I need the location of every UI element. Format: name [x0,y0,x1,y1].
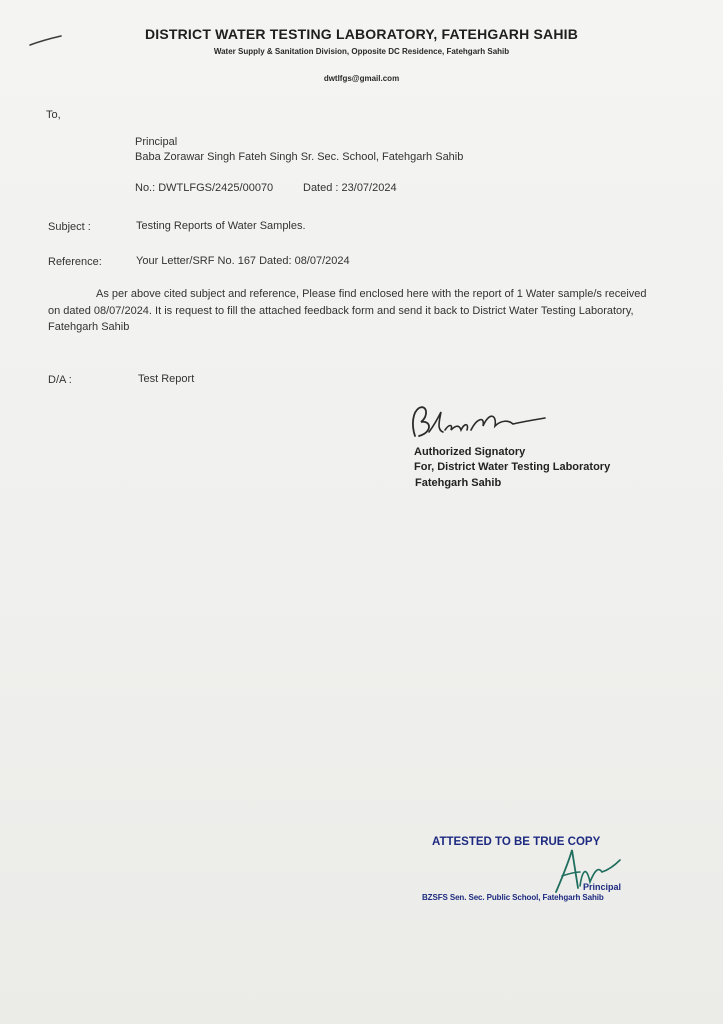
attestation-heading: ATTESTED TO BE TRUE COPY [432,836,601,848]
attestation-institution: BZSFS Sen. Sec. Public School, Fatehgarh Sahib [422,893,604,902]
letter-number: No.: DWTLFGS/2425/00070 [135,182,274,194]
body-paragraph [48,286,648,336]
letter-date: Dated : 23/07/2024 [303,182,397,194]
salutation: To, [46,109,61,121]
subject-label: Subject : [48,221,91,233]
letterhead-email: dwtlfgs@gmail.com [323,74,400,83]
signatory-location: Fatehgarh Sahib [415,477,502,489]
subject-text: Testing Reports of Water Samples. [136,220,306,232]
enclosure-text: Test Report [138,373,195,385]
authorized-signature [405,402,555,444]
recipient-school: Baba Zorawar Singh Fateh Singh Sr. Sec. School, Fatehgarh Sahib [135,151,464,163]
recipient-designation: Principal [135,136,178,148]
signatory-title: Authorized Signatory [414,446,526,458]
reference-label: Reference: [48,256,102,268]
reference-text: Your Letter/SRF No. 167 Dated: 08/07/2024 [136,255,350,267]
letterhead-subtitle: Water Supply & Sanitation Division, Opposite DC Residence, Fatehgarh Sahib [213,47,510,56]
signatory-organisation: For, District Water Testing Laboratory [414,461,611,473]
attestation-designation: Principal [583,882,622,892]
enclosure-label: D/A : [48,374,72,386]
body-text: As per above cited subject and reference, Please find enclosed here with the report of 1 Water sample/s received on dated 08/07/2024. It is request to fill the attached feedback form and send it back to District Water Testing Laboratory, Fatehgarh Sahib [48,288,647,333]
letterhead-title: DISTRICT WATER TESTING LABORATORY, FATEHGARH SAHIB [144,26,579,42]
